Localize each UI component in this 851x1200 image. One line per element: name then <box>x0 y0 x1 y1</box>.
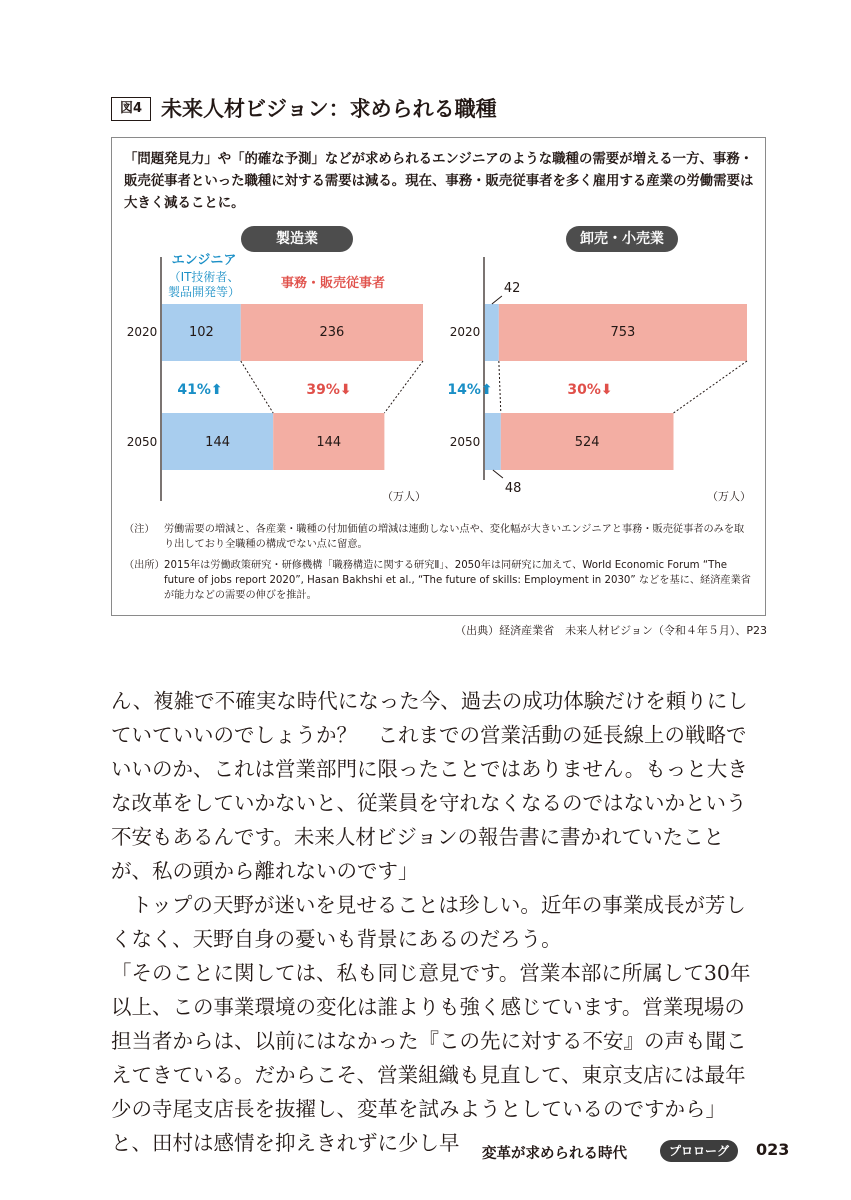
data-label-clerk: 236 <box>319 325 345 340</box>
body-paragraph: 「そのことに関しては、私も同じ意見です。営業本部に所属して30年以上、この事業環境の変化は誰よりも強く感じています。営業現場の担当者からは、以前にはなかった『この先に対する不安』の声も聞こえてきている。だからこそ、営業組織も見直して、東京支店には最年少の寺尾支店長を抜擢し、変革を試みようとしているのですから」と、田村は感情を抑えきれずに少し早 <box>111 961 751 1155</box>
running-footer-title: 変革が求められる時代 <box>482 1146 627 1162</box>
legend-engineer: 製品開発等） <box>167 285 241 299</box>
figure-note <box>124 522 756 556</box>
figure-lead-text: 「問題発見力」や「的確な予測」などが求められるエンジニアのような職種の需要が増える一方、事務・販売従事者といった職種に対する需要は減る。現在、事務・販売従事者を多く雇用する産業の労働需要は大きく減ることに。 <box>124 152 754 211</box>
legend-engineer: （IT技術者、 <box>168 270 240 284</box>
leader-line <box>492 296 502 304</box>
figure-number-tag: 図4 <box>111 97 151 121</box>
connector-line <box>499 361 501 413</box>
bar-engineer <box>485 413 501 470</box>
body-paragraph: トップの天野が迷いを見せることは珍しい。近年の事業成長が芳しくなく、天野自身の憂いも背景にあるのだろう。 <box>111 893 746 951</box>
change-label-engineer: 14%⬆ <box>447 382 493 398</box>
year-label: 2020 <box>126 325 158 339</box>
data-label-clerk: 524 <box>574 435 600 450</box>
unit-label: （万人） <box>382 490 426 503</box>
body-paragraph: ん、複雑で不確実な時代になった今、過去の成功体験だけを頼りにしていていいのでしょうか？ これまでの営業活動の延長線上の戦略でいいのか、これは営業部門に限ったことではありません。もっと大きな改革をしていかないと、従業員を守れなくなるのではないかという不安もあるんです。未来人材ビジョンの報告書に書かれていたことが、私の頭から離れないのです」 <box>111 689 748 883</box>
year-label: 2050 <box>449 435 481 449</box>
figure-source: （出典）経済産業省 未来人材ビジョン（令和４年５月）、P23 <box>455 624 767 637</box>
citation-label: （出所） <box>124 560 165 571</box>
data-label-engineer: 48 <box>504 481 522 496</box>
legend-clerk: 事務・販売従事者 <box>280 276 386 291</box>
page-number: 023 <box>756 1140 790 1159</box>
body-text <box>111 684 751 1160</box>
chapter-badge: プロローグ <box>660 1140 738 1162</box>
data-label-clerk: 753 <box>610 325 636 340</box>
connector-line <box>241 361 273 413</box>
chart-manufacturing <box>127 253 426 503</box>
legend-engineer: エンジニア <box>171 253 237 268</box>
chart-retail <box>447 257 751 503</box>
note-text: 労働需要の増減と、各産業・職種の付加価値の増減は連動しない点や、変化幅が大きいエンジニアと事務・販売従事者のみを取り出しており全職種の構成でない点に留意。 <box>164 524 745 550</box>
citation-text: 2015年は労働政策研究・研修機構「職務構造に関する研究Ⅱ」、2050年は同研究に加えて、World Economic Forum “The future of jobs report 2020”, Hasan Bakhshi et al., “The future of skills: Employment in 2030” などを基に、経済産業省が能力などの需要の伸びを推計。 <box>164 560 751 601</box>
note-label: （注） <box>124 524 155 535</box>
year-label: 2050 <box>126 435 158 449</box>
figure-title: 未来人材ビジョン：求められる職種 <box>161 97 497 121</box>
data-label-engineer: 42 <box>503 281 521 296</box>
figure-citation <box>124 558 756 606</box>
panel-heading-retail: 卸売・小売業 <box>566 226 678 252</box>
data-label-engineer: 102 <box>188 325 214 340</box>
unit-label: （万人） <box>707 490 751 503</box>
connector-line <box>674 361 747 413</box>
year-label: 2020 <box>449 325 481 339</box>
bar-engineer <box>485 304 499 361</box>
panel-heading-manufacturing: 製造業 <box>241 226 353 252</box>
connector-line <box>384 361 423 413</box>
leader-line <box>493 470 503 478</box>
data-label-engineer: 144 <box>205 435 231 450</box>
change-label-engineer: 41%⬆ <box>177 382 223 398</box>
change-label-clerk: 39%⬇ <box>306 382 352 398</box>
change-label-clerk: 30%⬇ <box>567 382 613 398</box>
data-label-clerk: 144 <box>316 435 342 450</box>
